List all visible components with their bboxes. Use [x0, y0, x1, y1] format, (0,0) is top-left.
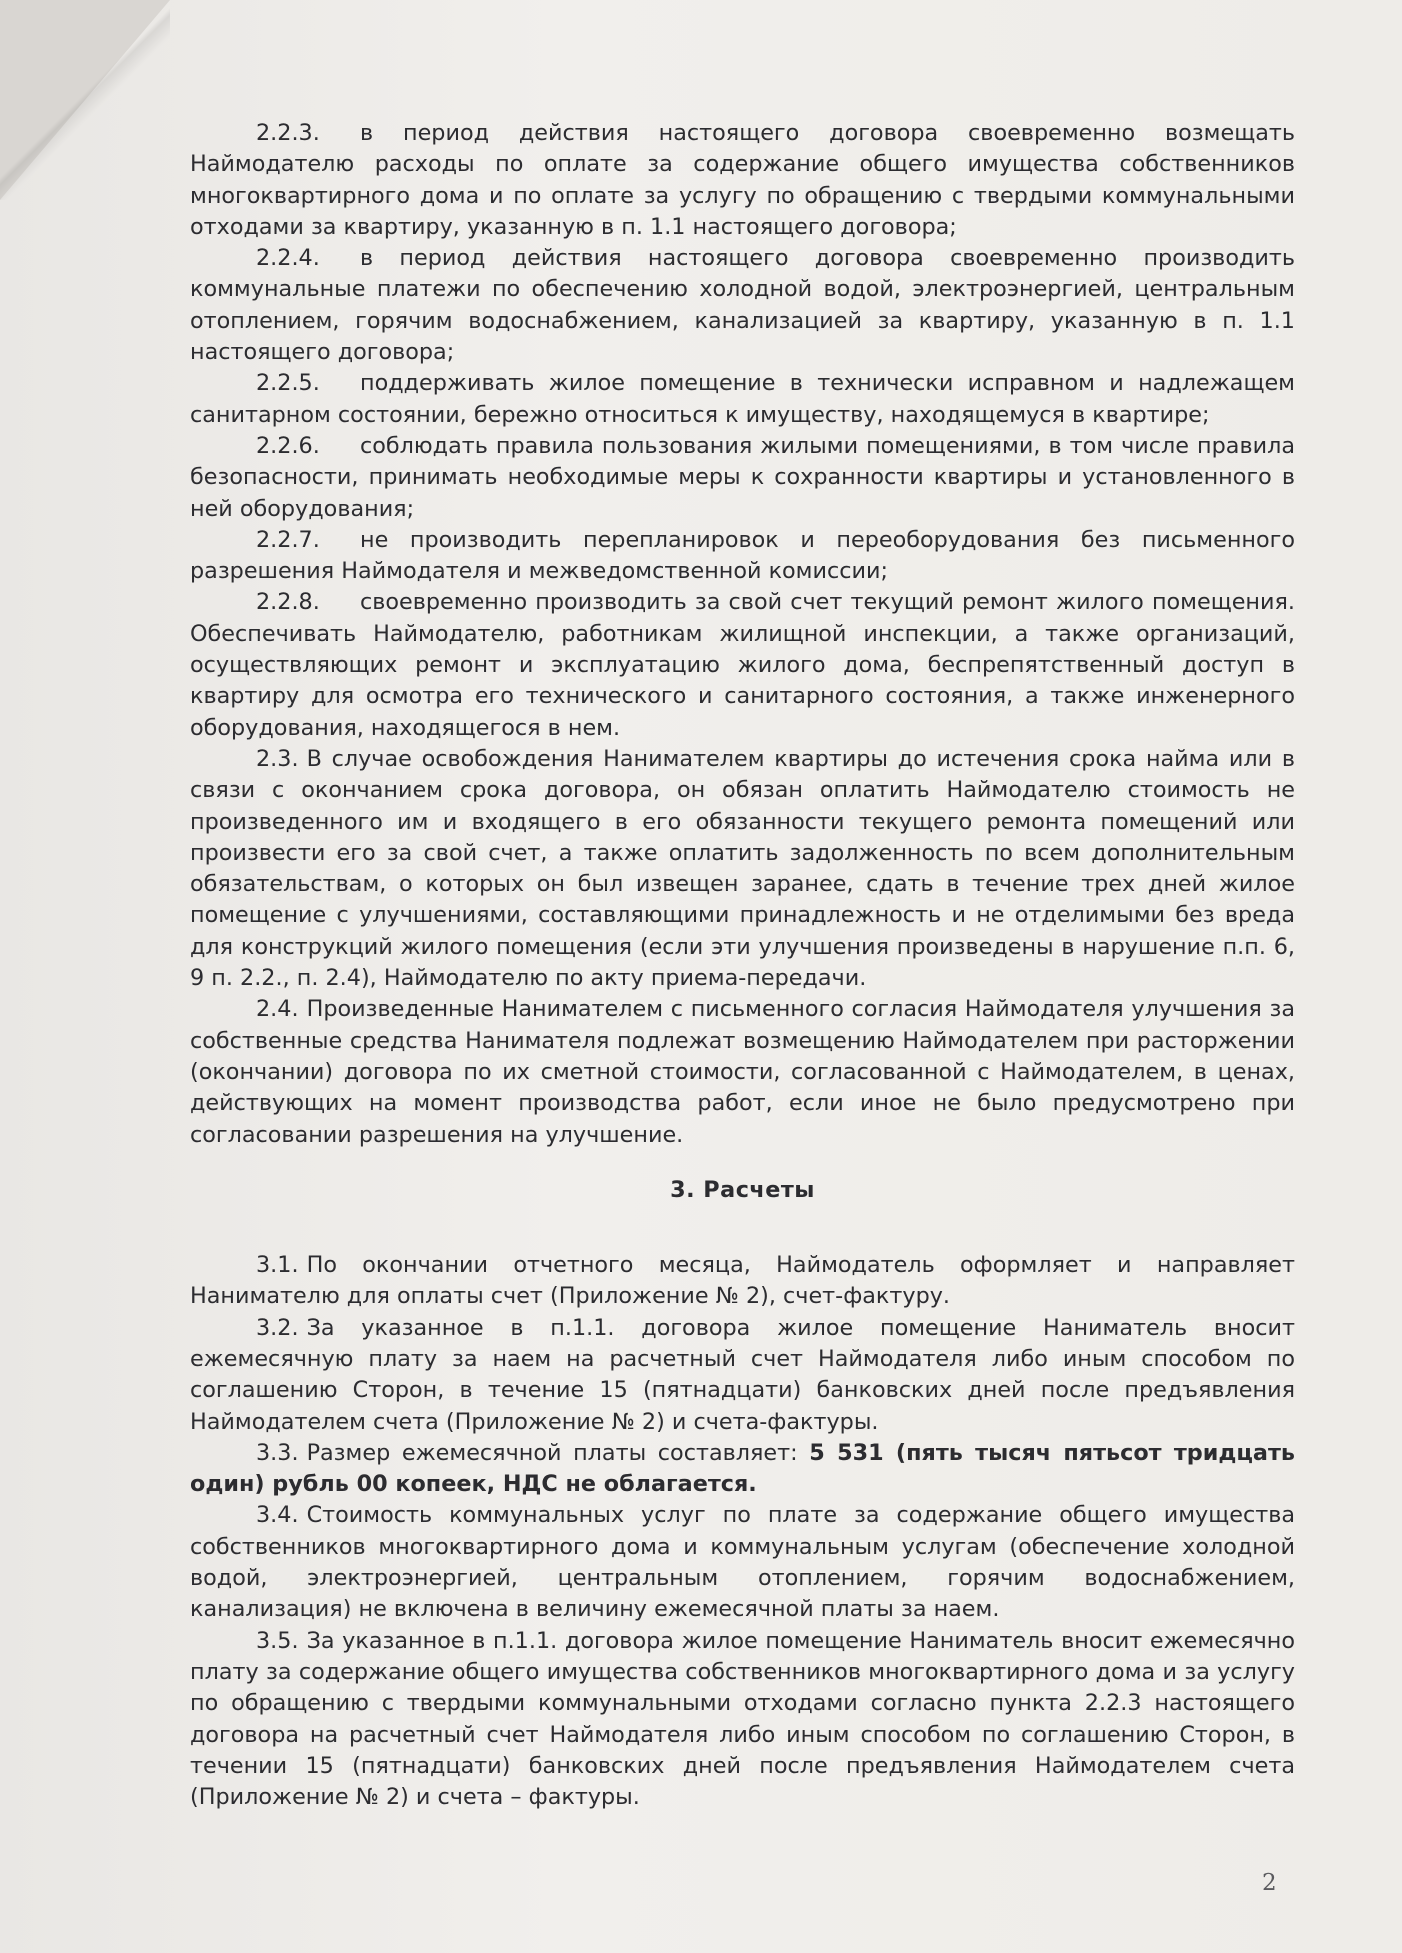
clause-3-5 — [190, 1626, 1295, 1814]
clause-number: 2.3. — [256, 745, 299, 772]
clause-text: Размер ежемесячной платы составляет: — [306, 1439, 810, 1466]
clause-text: соблюдать правила пользования жилыми помещениями, в том числе правила безопасности, принимать необходимые меры к сохранности квартиры и установленного в ней оборудования; — [190, 432, 1295, 522]
clause-number: 3.2. — [256, 1314, 299, 1341]
clause-text: За указанное в п.1.1. договора жилое помещение Наниматель вносит ежемесячно плату за содержание общего имущества собственников многоквартирного дома и за услугу по обращению с твердыми коммунальными отходами согласно пункта 2.2.3 настоящего договора на расчетный счет Наймодателя либо иным способом по соглашению Сторон, в течении 15 (пятнадцати) банковских дней после предъявления Наймодателем счета (Приложение № 2) и счета – фактуры. — [190, 1627, 1295, 1811]
monthly-payment-amount: 5 531 (пять тысяч пятьсот тридцать один) рубль 00 копеек, НДС не облагается. — [190, 1439, 1295, 1498]
clause-number: 2.2.4. — [256, 245, 320, 272]
clause-text: Стоимость коммунальных услуг по плате за содержание общего имущества собственников многоквартирного дома и коммунальным услугам (обеспечение холодной водой, электроэнергией, центральным отоплением, горячим водоснабжением, канализация) не включена в величину ежемесячной платы за наем. — [190, 1502, 1295, 1623]
clause-2-2-7 — [190, 525, 1295, 588]
folded-corner-shadow — [0, 0, 170, 200]
clause-text: не производить перепланировок и переоборудования без письменного разрешения Наймодателя и межведомственной комиссии; — [190, 526, 1295, 585]
clause-number: 2.2.8. — [256, 589, 320, 616]
clause-text: поддерживать жилое помещение в технически исправном и надлежащем санитарном состоянии, бережно относиться к имуществу, находящемуся в квартире; — [190, 370, 1295, 428]
clause-2-4 — [190, 994, 1295, 1150]
clause-3-3 — [190, 1438, 1295, 1501]
clause-text: своевременно производить за свой счет текущий ремонт жилого помещения. Обеспечивать Наймодателю, работникам жилищной инспекции, а также организаций, осуществляющих ремонт и эксплуатацию жилого дома, беспрепятственный доступ в квартиру для осмотра его технического и санитарного состояния, а также инженерного оборудования, находящегося в нем. — [190, 589, 1295, 741]
clause-text: За указанное в п.1.1. договора жилое помещение Наниматель вносит ежемесячную плату за наем на расчетный счет Наймодателя либо иным способом по соглашению Сторон, в течение 15 (пятнадцати) банковских дней после предъявления Наймодателем счета (Приложение № 2) и счета-фактуры. — [190, 1314, 1295, 1435]
clause-3-4 — [190, 1500, 1295, 1625]
clause-2-2-6 — [190, 431, 1295, 525]
page-number: 2 — [1262, 1870, 1277, 1896]
clause-number: 3.4. — [256, 1502, 299, 1529]
document-body — [190, 118, 1295, 1813]
clause-2-3 — [190, 744, 1295, 994]
clause-3-2 — [190, 1313, 1295, 1438]
clause-number: 3.3. — [256, 1439, 299, 1466]
clause-2-2-5 — [190, 368, 1295, 431]
clause-number: 2.4. — [256, 996, 299, 1023]
clause-number: 2.2.5. — [256, 370, 320, 397]
clause-text: в период действия настоящего договора своевременно производить коммунальные платежи по обеспечению холодной водой, электроэнергией, центральным отоплением, горячим водоснабжением, канализацией за квартиру, указанную в п. 1.1 настоящего договора; — [190, 245, 1295, 366]
clause-text: В случае освобождения Нанимателем квартиры до истечения срока найма или в связи с окончанием срока договора, он обязан оплатить Наймодателю стоимость не произведенного им и входящего в его обязанности текущего ремонта помещений или произвести его за свой счет, а также оплатить задолженность по всем дополнительным обязательствам, о которых он был извещен заранее, сдать в течение трех дней жилое помещение с улучшениями, составляющими принадлежность и не отделимыми без вреда для конструкций жилого помещения (если эти улучшения произведены в нарушение п.п. 6, 9 п. 2.2., п. 2.4), Наймодателю по акту приема-передачи. — [190, 745, 1295, 992]
clause-2-2-3 — [190, 118, 1295, 243]
clause-2-2-8 — [190, 587, 1295, 743]
clause-text: По окончании отчетного месяца, Наймодатель оформляет и направляет Нанимателю для оплаты счет (Приложение № 2), счет-фактуру. — [190, 1252, 1295, 1310]
clause-2-2-4 — [190, 243, 1295, 368]
clause-text: Произведенные Нанимателем с письменного согласия Наймодателя улучшения за собственные средства Нанимателя подлежат возмещению Наймодателем при расторжении (окончании) договора по их сметной стоимости, согласованной с Наймодателем, в ценах, действующих на момент производства работ, если иное не было предусмотрено при согласовании разрешения на улучшение. — [190, 996, 1295, 1148]
clause-number: 3.5. — [256, 1627, 299, 1654]
clause-number: 2.2.7. — [256, 526, 320, 553]
clause-number: 2.2.3. — [256, 120, 320, 146]
clause-3-1 — [190, 1250, 1295, 1313]
section-heading: 3. Расчеты — [670, 1176, 815, 1203]
clause-number: 3.1. — [256, 1252, 299, 1279]
clause-text: в период действия настоящего договора своевременно возмещать Наймодателю расходы по оплате за содержание общего имущества собственников многоквартирного дома и по оплате за услугу по обращению с твердыми коммунальными отходами за квартиру, указанную в п. 1.1 настоящего договора; — [190, 120, 1295, 240]
clause-number: 2.2.6. — [256, 432, 320, 459]
